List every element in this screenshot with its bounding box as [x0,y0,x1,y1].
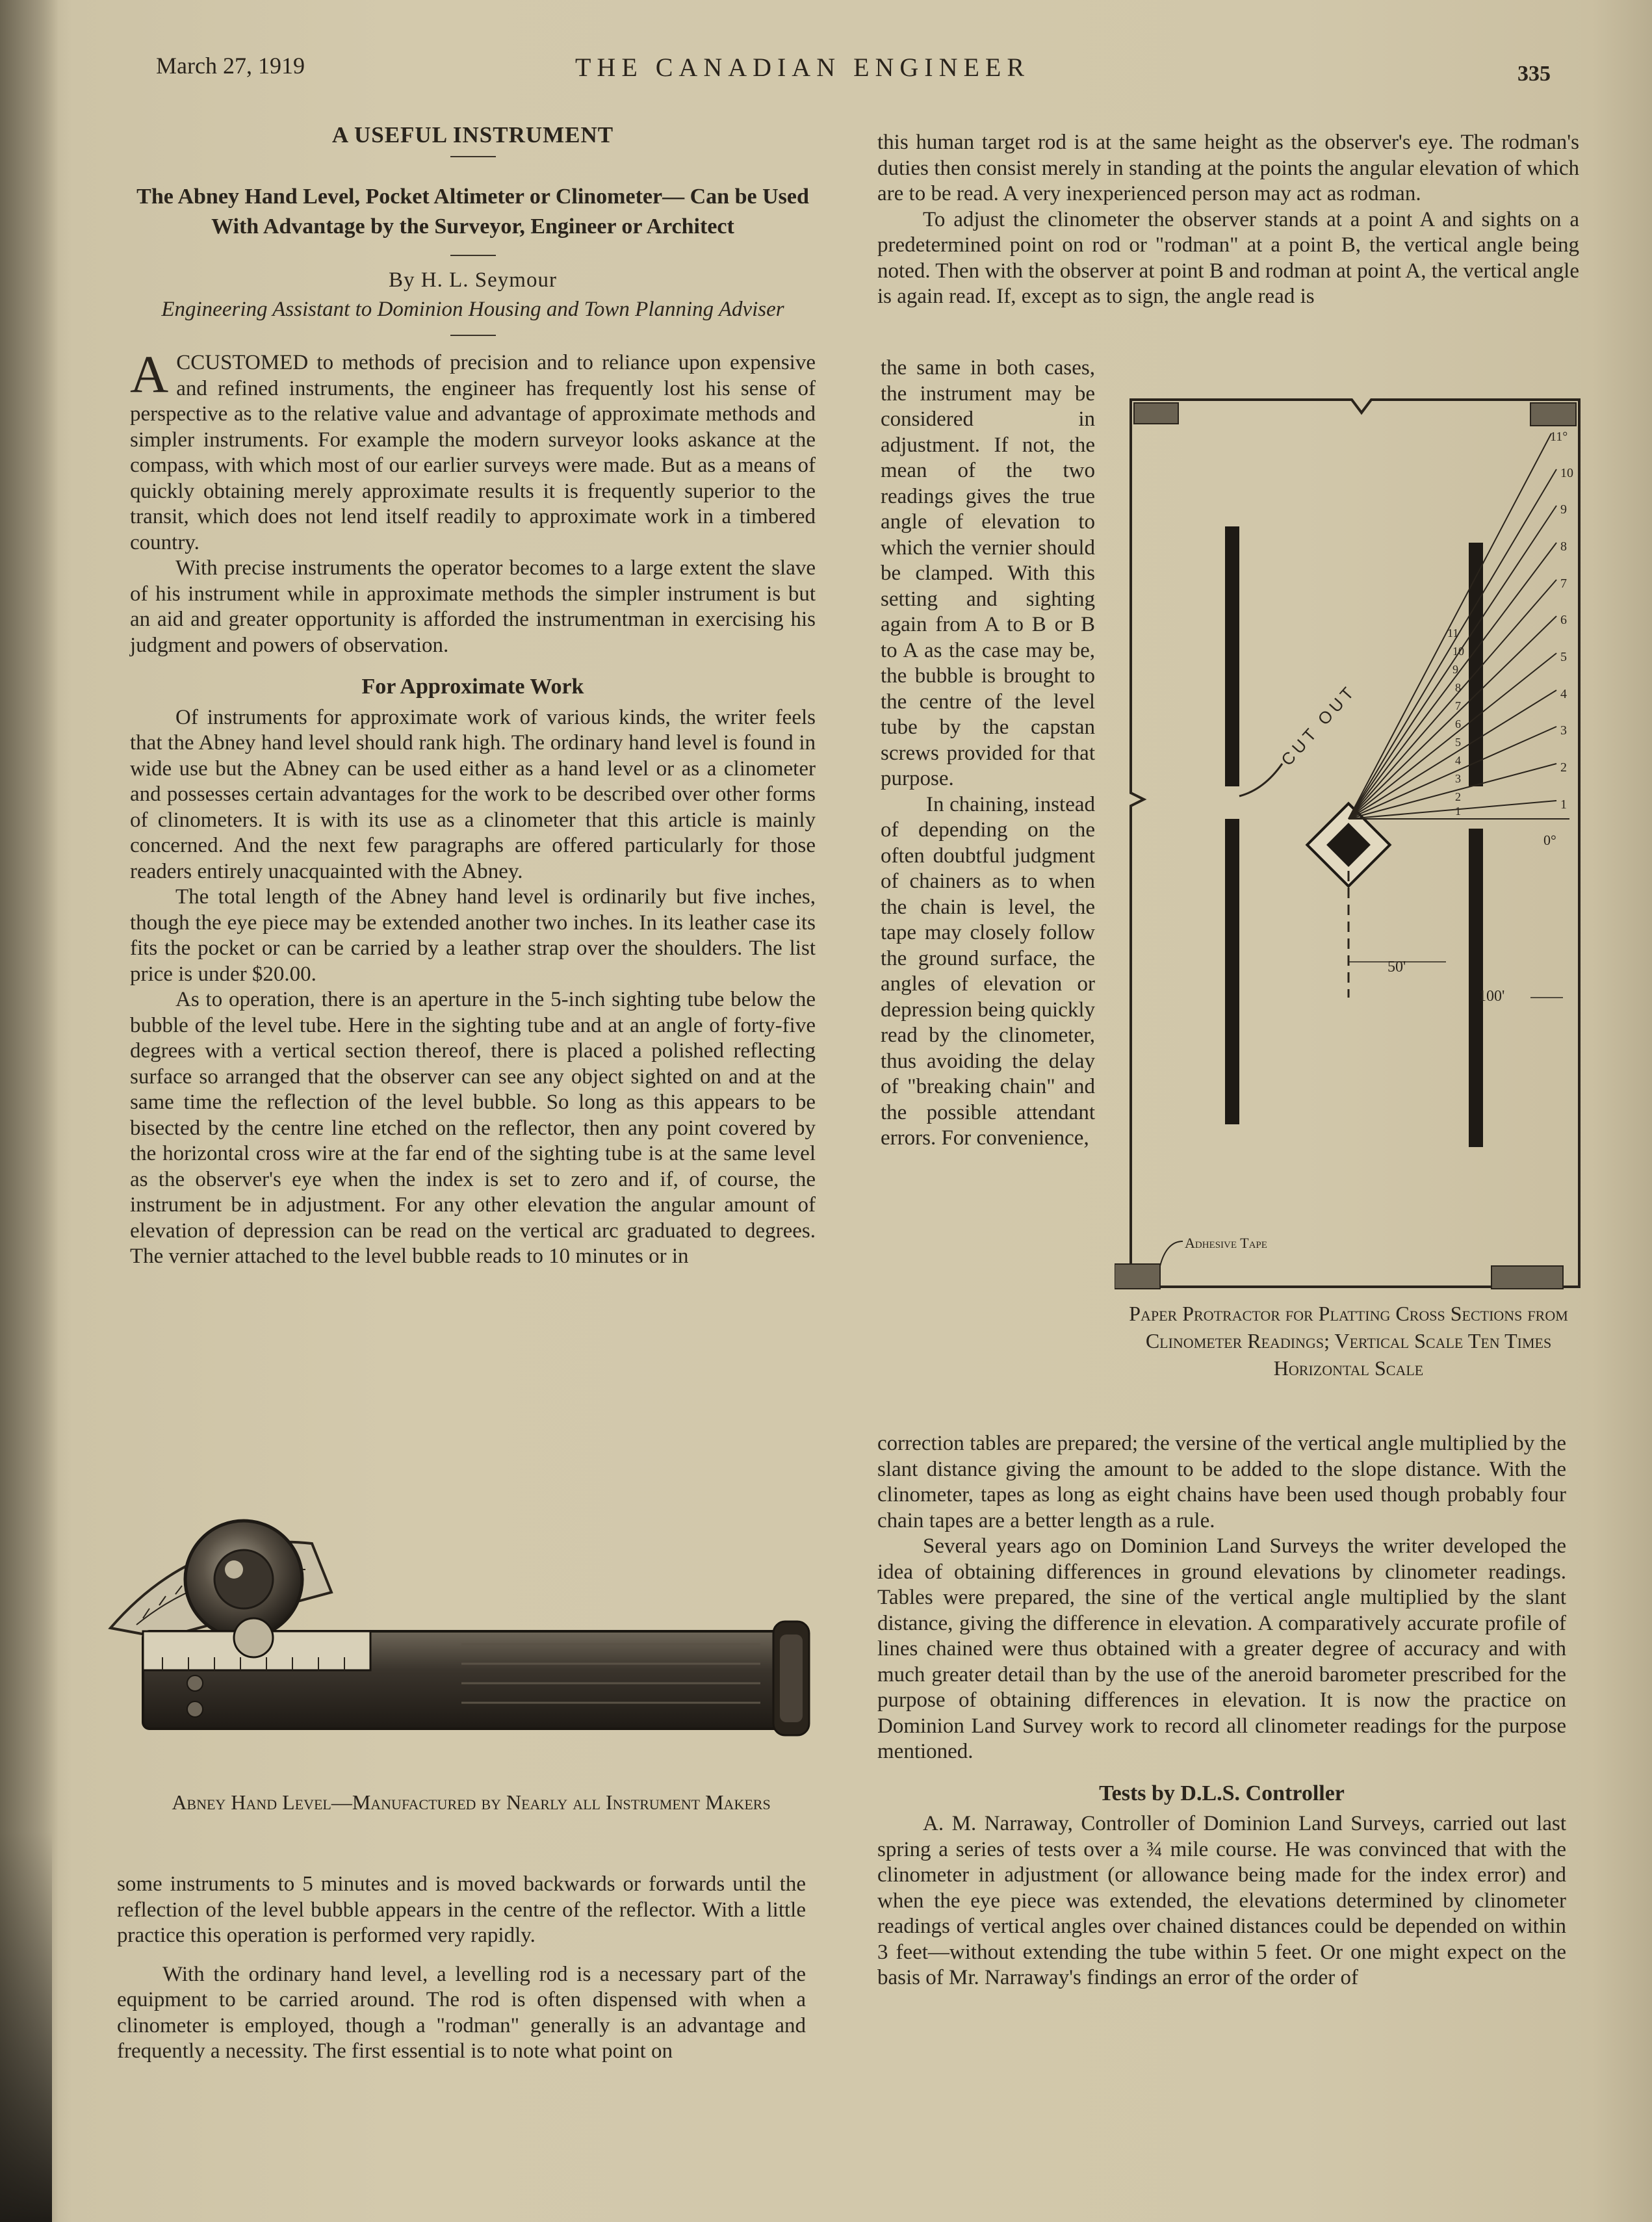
paragraph: A. M. Narraway, Controller of Dominion Land Surveys, carried out last spring a series of tests over a ¾ mile course. He was convinced that with the clinometer in adjustment (or allowance being made for the index error) and when the eye piece was extended, the elevations determined by clinometer readings of vertical angles over chained distances could be depended on within 3 feet—without extending the tube within 5 feet. Or one might expect on the basis of Mr. Narraway's findings an error of the order of [877,1812,1566,1989]
author-affiliation: Engineering Assistant to Dominion Housing and Town Planning Adviser [161,298,784,321]
scale-label: 7 [1560,576,1567,591]
scale-label: 11° [1550,430,1568,444]
section-heading: Tests by D.L.S. Controller [1099,1781,1345,1805]
paragraph: The total length of the Abney hand level is ordinarily but five inches, though the eye piece may be extended another two inches. In its leather case its fits the pocket or can be carried by a leather strap over the shoulders. The list price is under $20.00. [130,885,816,986]
paragraph: this human target rod is at the same height as the observer's eye. The rodman's duties then consist merely in standing at the points the angular elevation of which are to be read. A very inexperienced person may act as rodman. [877,131,1579,205]
right-column-bottom [877,1431,1566,1991]
paragraph: As to operation, there is an aperture in the 5-inch sighting tube below the bubble of the level tube. Here in the sighting tube and at an angle of forty-five degrees with a vertical section thereof, there is placed a polished reflecting surface so arranged that the observer can see any object sighted on and at the same time the reflection of the level bubble. So long as this appears to be bisected by the centre line etched on the reflector, then any point covered by the horizontal cross wire at the far end of the sighting tube is at the same level as the observer's eye when the index is set to zero and if, of course, the instrument be in adjustment. For any other elevation the angular amount of elevation of depression can be read on the vertical arc graduated to degrees. The vernier attached to the level bubble reads to 10 minutes or in [130,988,816,1268]
intro-paragraph [130,344,816,556]
page-number: 335 [1517,62,1551,86]
scale-label: 8 [1455,681,1461,694]
left-column-continued [117,1872,806,2065]
scale-label: 5 [1560,650,1567,664]
left-column [130,117,816,1270]
section-heading: For Approximate Work [361,675,584,699]
binding-shadow [0,1832,52,2222]
issue-date: March 27, 1919 [156,53,305,79]
journal-title: THE CANADIAN ENGINEER [575,53,1031,82]
paper-protractor-diagram [1115,396,1582,1300]
intro-text: CCUSTOMED to methods of precision and to reliance upon expensive and refined instruments, the engineer has frequently lost his sense of perspective as to the relative value and advantage of approximate methods and simpler instruments. For example the modern surveyor looks askance at the compass, with which most of our earlier surveys were made. But as a means of quickly obtaining merely approximate results it is frequently superior to the transit, which does not lend itself readily to approximate work in a timbered country. [130,351,816,554]
scale-label: 1 [1455,805,1461,818]
byline-rule [450,335,496,336]
paragraph: the same in both cases, the instrument may be considered in adjustment. If not, the mean of the two readings gives the true angle of elevation to which the vernier should be clamped. With this setting and sighting again from A to B or B to A as the case may be, the bubble is brought to the centre of the level tube by the capstan screws provided for that purpose. [881,356,1095,790]
paragraph: correction tables are prepared; the versine of the vertical angle multiplied by the slant distance giving the amount to be added to the slope distance. With the clinometer, tapes as long as eight chains have been used though probably four chain tapes are a better length as a rule. [877,1432,1566,1532]
scale-label: 3 [1455,772,1461,785]
paragraph: To adjust the clinometer the observer stands at a point A and sights on a predetermined point on rod or "rodman" at a point B, the vertical angle being noted. Then with the observer at point B and rodman at point A, the vertical angle is again read. If, except as to sign, the angle read is [877,207,1579,308]
scale-label: 10 [1560,466,1573,480]
article-title: A USEFUL INSTRUMENT [331,122,614,148]
paragraph: Several years ago on Dominion Land Surveys the writer developed the idea of obtaining differences in ground elevations by clinometer readings. Tables were prepared, the sine of the vertical angle multiplied by the slant distance, giving the difference in elevation. A comparatively accurate profile of lines chained were thus obtained with a greater degree of accuracy and with much greater detail than by the use of the aneroid barometer prescribed for the purpose of obtaining differences in elevation. It is now the practice on Dominion Land Survey work to record all clinometer readings for the purpose mentioned. [877,1534,1566,1763]
scale-label: 6 [1560,613,1567,627]
right-column-narrow [881,355,1095,1152]
scale-label: 2 [1560,760,1567,775]
abney-hand-level-illustration [97,1508,812,1787]
paragraph: Of instruments for approximate work of various kinds, the writer feels that the Abney hand level should rank high. The ordinary hand level is found in wide use but the Abney can be used either as a hand level or as a clinometer and possesses certain advantages for the work to be described over other forms of clinometers. It is with its use as a clinometer that this article is mainly concerned. And the next few paragraphs are offered particularly for those readers entirely unacquainted with the Abney. [130,705,816,883]
distance-50-label: 50' [1387,959,1406,975]
adhesive-tape-label: Adhesive Tape [1185,1235,1267,1251]
article-subtitle: The Abney Hand Level, Pocket Altimeter or Clinometer— Can be Used With Advantage by the Surveyor, Engineer or Architect [136,184,809,239]
figure-caption-protractor: Paper Protractor for Platting Cross Sections from Clinometer Readings; Vertical Scale Ten Times Horizontal Scale [1129,1302,1568,1380]
article-byline: By H. L. Seymour [389,268,557,292]
paragraph: some instruments to 5 minutes and is moved backwards or forwards until the reflection of the level bubble appears in the centre of the reflector. With a little practice this operation is performed very rapidly. [117,1872,806,1947]
subtitle-rule [450,255,496,256]
scale-label: 1 [1560,797,1567,812]
scale-label: 3 [1560,723,1567,738]
scale-label: 8 [1560,539,1567,554]
scale-label: 2 [1455,790,1461,803]
distance-100-label: 100' [1478,988,1505,1005]
paragraph: In chaining, instead of depending on the often doubtful judgment of chainers as to when the chain is level, the tape may closely follow the ground surface, the angles of elevation or depression being quickly read by the clinometer, thus avoiding the delay of "breaking chain" and the possible attendant errors. For convenience, [881,792,1095,1150]
scale-label: 9 [1560,502,1567,517]
scale-label: 6 [1455,717,1461,730]
drop-cap: A [130,344,169,404]
right-column-top [877,130,1579,310]
paragraph: With precise instruments the operator becomes to a large extent the slave of his instrument while in approximate methods the simpler instrument is but an aid and greater opportunity is afforded the instrumentman in exercising his judgment and powers of observation. [130,556,816,657]
scale-label: 4 [1455,754,1461,767]
cut-out-label: CUT OUT [1277,680,1360,770]
scale-label: 9 [1452,663,1458,676]
figure-caption-abney: Abney Hand Level—Manufactured by Nearly all Instrument Makers [172,1790,771,1814]
scale-label: 10 [1452,645,1464,658]
paragraph: With the ordinary hand level, a levelling rod is a necessary part of the equipment to be carried around. The rod is often dispensed with when a clinometer is employed, though a "rodman" generally is an advantage and frequently a necessity. The first essential is to note what point on [117,1962,806,2063]
scale-label: 7 [1455,699,1461,712]
scale-label: 11 [1447,627,1459,639]
title-rule [450,156,496,157]
running-head [0,49,1652,88]
scale-label: 5 [1455,736,1461,749]
zero-label: 0° [1543,832,1556,848]
scale-label: 4 [1560,687,1567,701]
